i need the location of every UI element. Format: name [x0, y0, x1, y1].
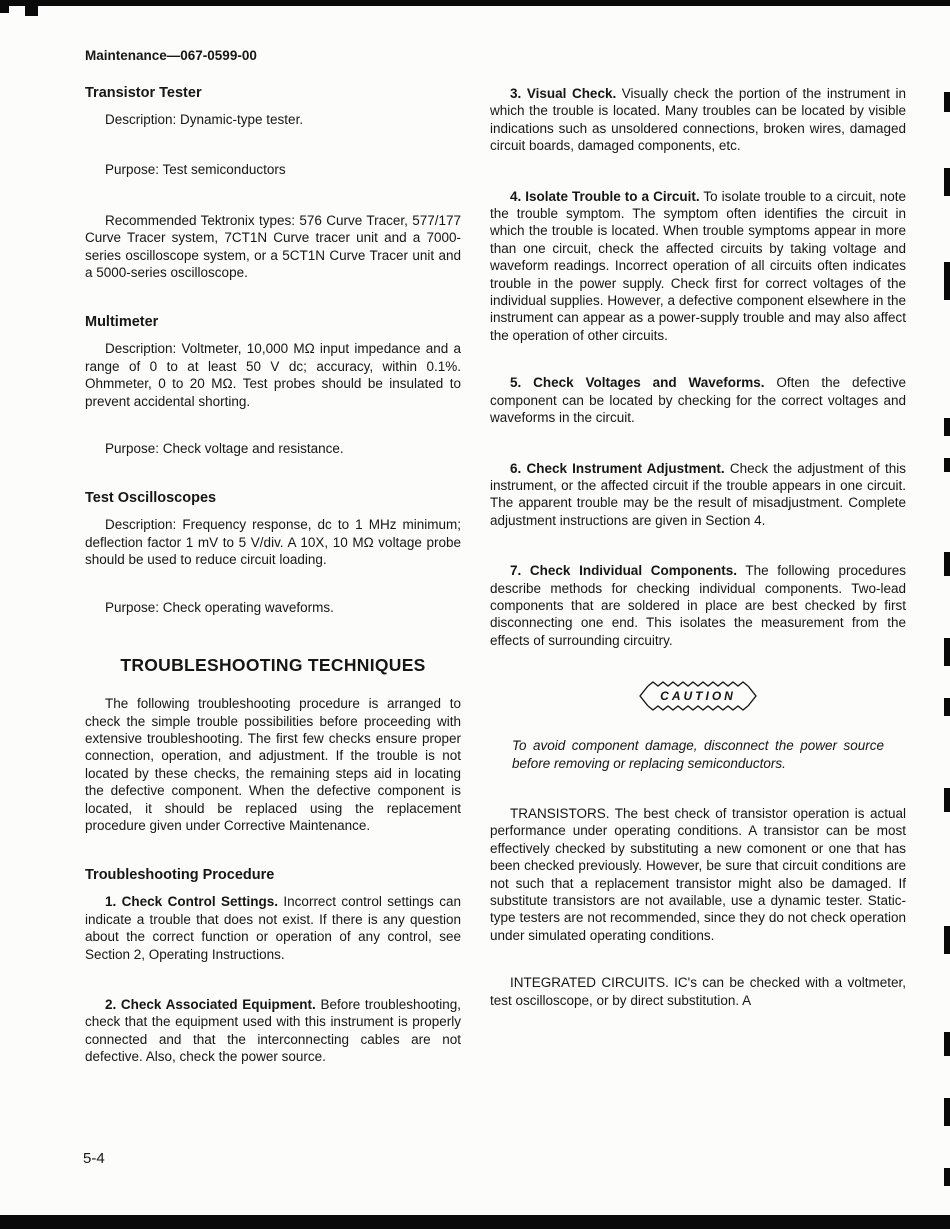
scan-artifact-bottom-bar	[0, 1215, 950, 1229]
scan-artifact-edge-mark	[944, 1032, 950, 1056]
scan-artifact-edge-mark	[944, 788, 950, 812]
procedure-step-3	[490, 85, 906, 155]
caution-text: To avoid component damage, disconnect the power source before removing or replacing semiconductors.	[512, 738, 884, 771]
caution-box	[632, 677, 764, 715]
step-body: Often the defective component can be located by checking for the correct voltages and waveforms in the circuit.	[490, 375, 906, 426]
step-lead: 6. Check Instrument Adjustment.	[510, 460, 725, 476]
scan-artifact-edge-mark	[944, 262, 950, 300]
step-lead: 4. Isolate Trouble to a Circuit.	[510, 188, 700, 204]
procedure-step-2	[85, 996, 461, 1066]
paragraph: Purpose: Test semiconductors	[105, 162, 286, 178]
paragraph: Description: Frequency response, dc to 1 MHz minimum; deflection factor 1 mV to 5 V/div. A 10X, 10 MΩ voltage probe should be used to reduce circuit loading.	[85, 517, 461, 568]
step-body: Visually check the portion of the instrument in which the trouble is located. Many troubles can be located by visible indications such as unsoldered connections, broken wires, damaged circuit boards, damaged components, etc.	[490, 86, 906, 154]
scan-artifact-edge-mark	[944, 552, 950, 576]
main-heading-troubleshooting-techniques: TROUBLESHOOTING TECHNIQUES	[120, 655, 426, 676]
scan-artifact-top-blob	[25, 0, 38, 16]
scan-artifact-edge-mark	[944, 1168, 950, 1186]
scan-artifact-edge-mark	[944, 926, 950, 954]
transistors-paragraph: TRANSISTORS. The best check of transistor operation is actual performance under operating conditions. A transistor can be most effectively checked by substituting a new comonent or one that has been checked previously. However, be sure that circuit conditions are not such that a replacement transistor might also be damaged. If substitute transistors are not available, use a dynamic tester. Static-type testers are not recommended, since they do not check operation under simulated operating conditions.	[490, 805, 906, 943]
procedure-step-4	[490, 188, 906, 345]
section-heading-multimeter: Multimeter	[85, 314, 159, 331]
scan-artifact-edge-mark	[944, 1098, 950, 1126]
scan-artifact-edge-mark	[944, 418, 950, 436]
step-lead: 5. Check Voltages and Waveforms.	[510, 375, 765, 391]
paragraph: Purpose: Check operating waveforms.	[105, 599, 334, 615]
section-heading-troubleshooting-procedure: Troubleshooting Procedure	[85, 867, 275, 884]
step-body: The following procedures describe methods for checking individual components. Two-lead components that are soldered in place are best checked by first disconnecting one end. This isolates the measurement from the effects of surrounding circuitry.	[490, 563, 906, 648]
step-body: Before troubleshooting, check that the equipment used with this instrument is properly connected and that the interconnecting cables are not defective. Also, check the power source.	[85, 996, 461, 1065]
step-body: Incorrect control settings can indicate a trouble that does not exist. If there is any question about the correct function or operation of any control, see Section 2, Operating Instructions.	[85, 894, 461, 962]
running-header: Maintenance—067-0599-00	[85, 48, 257, 63]
page-number: 5-4	[83, 1150, 105, 1167]
scan-artifact-edge-mark	[944, 458, 950, 472]
step-lead: 7. Check Individual Components.	[510, 563, 737, 579]
section-heading-transistor-tester: Transistor Tester	[85, 85, 202, 101]
scan-artifact-edge-mark	[944, 168, 950, 196]
scan-artifact-top-left	[0, 0, 9, 13]
paragraph: Purpose: Check voltage and resistance.	[105, 441, 344, 457]
step-lead: 2. Check Associated Equipment.	[105, 996, 316, 1012]
paragraph: The following troubleshooting procedure is arranged to check the simple trouble possibilities before proceeding with extensive troubleshooting. The first few checks ensure proper connection, operation, and adjustment. If the trouble is not located by these checks, the remaining steps aid in locating the defective component. When the defective component is located, it should be replaced using the replacement procedure given under Corrective Maintenance.	[85, 696, 461, 833]
procedure-step-6	[490, 460, 906, 530]
paragraph: Description: Voltmeter, 10,000 MΩ input impedance and a range of 0 to at least 50 V dc; accuracy, within 0.1%. Ohmmeter, 0 to 20 MΩ. Test probes should be insulated to prevent accidental shorting.	[85, 341, 461, 409]
scan-artifact-edge-mark	[944, 92, 950, 112]
procedure-step-1	[85, 893, 461, 963]
step-body: Check the adjustment of this instrument, or the affected circuit if the trouble appears in one circuit. The apparent trouble may be the result of misadjustment. Complete adjustment instructions are given in Section 4.	[490, 460, 906, 528]
step-body: To isolate trouble to a circuit, note the trouble symptom. The symptom often identifies the circuit in which the trouble is located. When trouble symptoms appear in more than one circuit, check the affected circuits by taking voltage and waveform readings. Incorrect operation of all circuits often indicates trouble in the power supply. Check first for correct voltages of the individual supplies. However, a defective component elsewhere in the instrument can appear as a power-supply trouble and may also affect the operation of other circuits.	[490, 188, 906, 343]
scan-artifact-edge-mark	[944, 638, 950, 666]
integrated-circuits-paragraph: INTEGRATED CIRCUITS. IC's can be checked with a voltmeter, test oscilloscope, or by direct substitution. A	[490, 975, 906, 1008]
scan-artifact-top-bar	[0, 0, 950, 6]
left-column	[85, 85, 461, 1066]
scan-artifact-edge-mark	[944, 698, 950, 716]
procedure-step-7	[490, 562, 906, 649]
step-lead: 3. Visual Check.	[510, 86, 617, 101]
paragraph: Recommended Tektronix types: 576 Curve Tracer, 577/177 Curve Tracer system, 7CT1N Curve tracer unit and a 7000-series oscilloscope system, or a 5CT1N Curve Tracer unit and a 5000-series oscilloscope.	[85, 212, 461, 281]
right-column	[490, 85, 906, 1009]
caution-label: CAUTION	[660, 689, 736, 704]
step-lead: 1. Check Control Settings.	[105, 894, 279, 910]
section-heading-test-oscilloscopes: Test Oscilloscopes	[85, 490, 217, 507]
procedure-step-5	[490, 374, 906, 426]
paragraph: Description: Dynamic-type tester.	[105, 112, 304, 127]
